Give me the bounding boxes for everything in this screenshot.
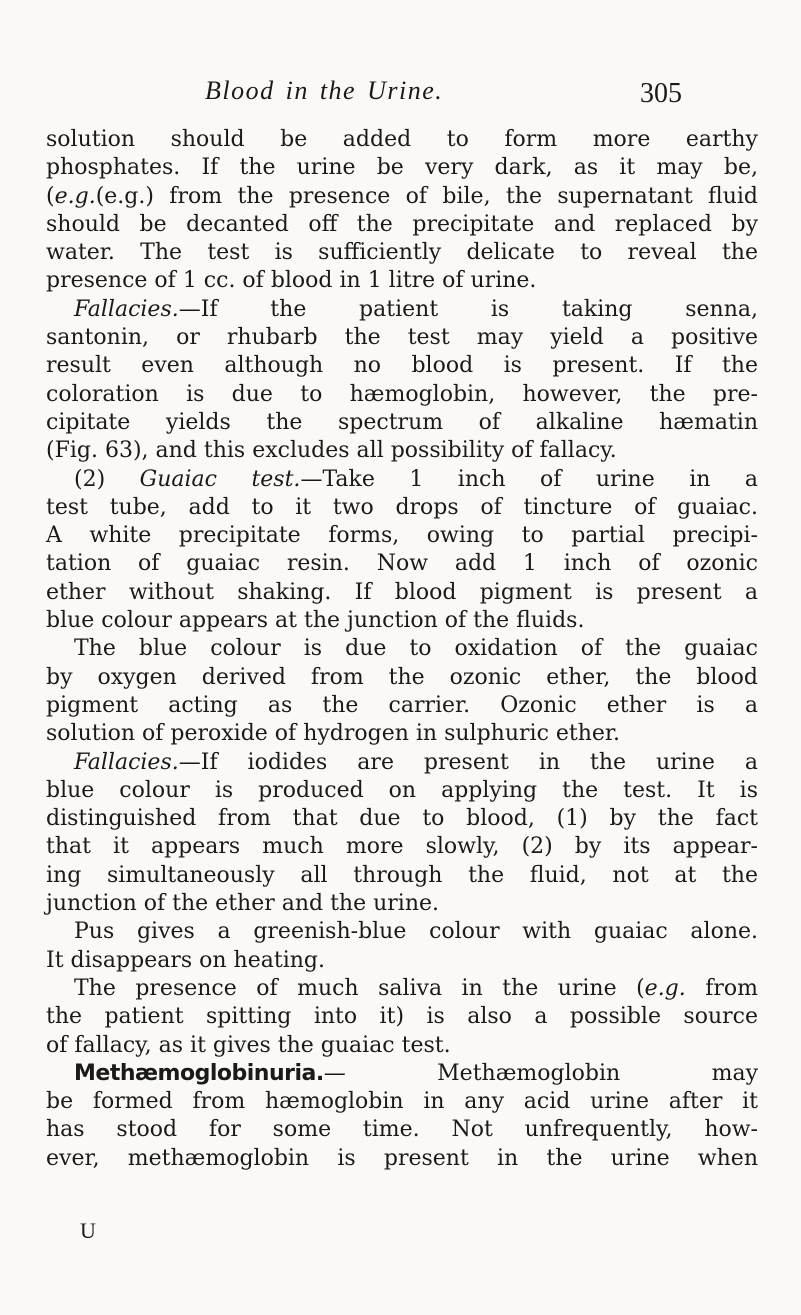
text-line: the patient spitting into it) is also a possible source bbox=[46, 1004, 758, 1030]
text-fragment: from bbox=[685, 975, 758, 1001]
text-line: blue colour appears at the junction of the fluids. bbox=[46, 608, 585, 634]
guaiac-test-heading: Guaiac test. bbox=[139, 466, 301, 492]
fallacies-heading: Fallacies. bbox=[74, 749, 179, 775]
text-line bbox=[46, 466, 758, 494]
text-line: blue colour is produced on applying the test. It is bbox=[46, 777, 758, 803]
text-line: ever, methæmoglobin is present in the urine when bbox=[46, 1145, 758, 1171]
text-line: solution should be added to form more earthy bbox=[46, 127, 758, 152]
fallacies-heading: Fallacies. bbox=[74, 296, 179, 322]
text-line: by oxygen derived from the ozonic ether, the blood bbox=[46, 664, 758, 690]
text-line: coloration is due to hæmoglobin, however, the pre- bbox=[46, 381, 758, 407]
text-line: ing simultaneously all through the fluid, not at the bbox=[46, 862, 758, 888]
italic-abbreviation: e.g. bbox=[644, 975, 686, 1001]
body-text bbox=[46, 126, 758, 1173]
text-line: The blue colour is due to oxidation of the guaiac bbox=[74, 636, 758, 662]
text-line: ether without shaking. If blood pigment is present a bbox=[46, 579, 758, 605]
text-line bbox=[46, 975, 758, 1003]
text-line bbox=[46, 1060, 758, 1088]
signature-mark: U bbox=[80, 1218, 96, 1243]
italic-abbreviation: e.g. bbox=[54, 183, 96, 209]
text-line: Fallacies.—If the patient is taking senna, bbox=[74, 296, 758, 322]
text-line: be formed from hæmoglobin in any acid urine after it bbox=[46, 1089, 758, 1115]
text-line: distinguished from that due to blood, (1) by the fact bbox=[46, 806, 758, 832]
text-line: It disappears on heating. bbox=[46, 947, 325, 973]
text-line: presence of 1 cc. of blood in 1 litre of urine. bbox=[46, 268, 537, 294]
text-fragment: (2) bbox=[74, 466, 140, 492]
text-line: has stood for some time. Not unfrequently, how- bbox=[46, 1117, 758, 1143]
text-line: junction of the ether and the urine. bbox=[46, 891, 440, 917]
text-line: should be decanted off the precipitate and replaced by bbox=[46, 211, 758, 237]
text-line: pigment acting as the carrier. Ozonic ether is a bbox=[46, 692, 758, 718]
text-fragment: If the patient is taking senna, bbox=[200, 296, 758, 322]
text-line: water. The test is sufficiently delicate to reveal the bbox=[46, 240, 758, 266]
text-line: cipitate yields the spectrum of alkaline hæmatin bbox=[46, 409, 758, 435]
text-line: of fallacy, as it gives the guaiac test. bbox=[46, 1032, 451, 1058]
text-line: that it appears much more slowly, (2) by its appear- bbox=[46, 834, 758, 860]
text-line: (e.g.(e.g.) from the presence of bile, the supernatant fluid bbox=[46, 183, 758, 209]
text-fragment: —Take 1 inch of urine in a bbox=[300, 466, 759, 492]
text-line: tation of guaiac resin. Now add 1 inch of ozonic bbox=[46, 551, 758, 577]
text-line: result even although no blood is present. If the bbox=[46, 353, 758, 379]
text-line: (Fig. 63), and this excludes all possibility of fallacy. bbox=[46, 438, 617, 464]
running-head bbox=[0, 76, 801, 110]
text-line: A white precipitate forms, owing to partial precipi- bbox=[46, 523, 758, 549]
text-line: santonin, or rhubarb the test may yield a positive bbox=[46, 325, 758, 351]
text-line: Fallacies.—If iodides are present in the urine a bbox=[74, 749, 758, 775]
text-fragment: The presence of much saliva in the urine ( bbox=[74, 975, 645, 1001]
text-fragment: — Methæmoglobin may bbox=[323, 1060, 758, 1086]
text-line: solution of peroxide of hydrogen in sulphuric ether. bbox=[46, 721, 621, 747]
running-title: Blood in the Urine. bbox=[205, 76, 444, 105]
text-line: test tube, add to it two drops of tincture of guaiac. bbox=[46, 494, 758, 520]
text-line: phosphates. If the urine be very dark, as it may be, bbox=[46, 155, 758, 181]
text-fragment: (e.g.) from the presence of bile, the supernatant fluid bbox=[95, 183, 758, 209]
text-fragment: If iodides are present in the urine a bbox=[200, 749, 758, 775]
text-line: Pus gives a greenish-blue colour with guaiac alone. bbox=[74, 919, 758, 945]
section-heading: Methæmoglobinuria. bbox=[74, 1060, 324, 1086]
page-number: 305 bbox=[640, 78, 682, 109]
